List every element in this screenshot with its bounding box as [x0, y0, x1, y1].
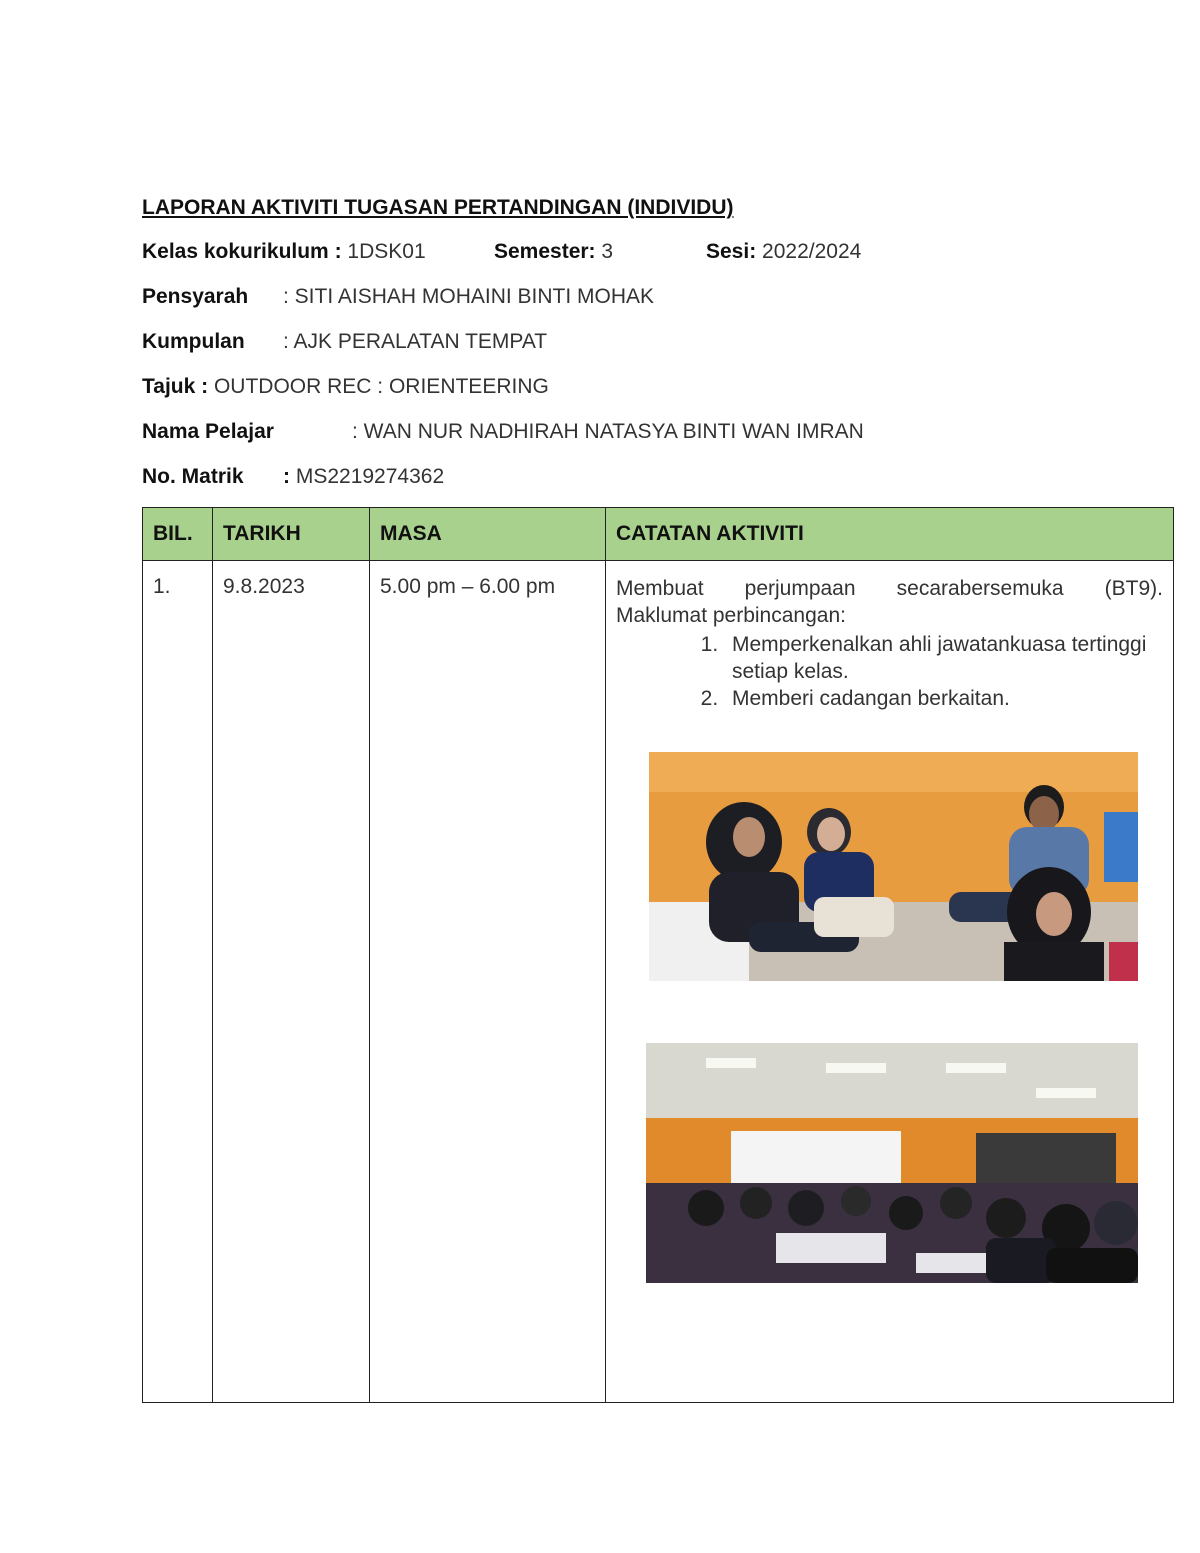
catatan-intro: Membuat perjumpaan secarabersemuka (BT9). — [616, 577, 1163, 600]
cell-bil: 1. — [143, 561, 213, 1403]
list-item: 1. Memperkenalkan ahli jawatankuasa tertinggi setiap kelas. — [724, 631, 1163, 685]
meeting-photo-group — [649, 752, 1138, 981]
header-catatan: CATATAN AKTIVITI — [606, 508, 1174, 561]
matrik-label: No. Matrik — [142, 465, 244, 488]
nama-value: : WAN NUR NADHIRAH NATASYA BINTI WAN IMRAN — [352, 420, 864, 443]
matrik-value: MS2219274362 — [295, 465, 445, 488]
matrik-line — [283, 465, 444, 489]
list-item: 2. Memberi cadangan berkaitan. — [724, 685, 1163, 712]
sesi-line — [706, 240, 861, 264]
kelas-label: Kelas kokurikulum : — [142, 240, 342, 263]
semester-value: 3 — [601, 240, 614, 263]
semester-label: Semester: — [494, 240, 596, 263]
meeting-photo-classroom — [646, 1043, 1138, 1283]
cell-masa: 5.00 pm – 6.00 pm — [370, 561, 606, 1403]
header-bil: BIL. — [143, 508, 213, 561]
catatan-points — [616, 631, 1163, 712]
header-tarikh: TARIKH — [213, 508, 370, 561]
report-title: LAPORAN AKTIVITI TUGASAN PERTANDINGAN (INDIVIDU) — [142, 196, 734, 219]
matrik-colon: : — [283, 465, 290, 488]
kelas-value: 1DSK01 — [347, 240, 426, 263]
kumpulan-value: : AJK PERALATAN TEMPAT — [283, 330, 548, 353]
kelas-line — [142, 240, 426, 264]
kumpulan-label: Kumpulan — [142, 330, 245, 353]
nama-label: Nama Pelajar — [142, 420, 274, 443]
tajuk-value: OUTDOOR REC : ORIENTEERING — [213, 375, 549, 398]
sesi-label: Sesi: — [706, 240, 757, 263]
tajuk-label: Tajuk : — [142, 375, 209, 398]
pensyarah-value: : SITI AISHAH MOHAINI BINTI MOHAK — [283, 285, 655, 308]
tajuk-line — [142, 375, 549, 399]
catatan-sub: Maklumat perbincangan: — [616, 604, 846, 627]
sesi-value: 2022/2024 — [762, 240, 862, 263]
pensyarah-label: Pensyarah — [142, 285, 249, 308]
header-masa: MASA — [370, 508, 606, 561]
cell-tarikh: 9.8.2023 — [213, 561, 370, 1403]
semester-line — [494, 240, 613, 264]
table-header-row — [143, 508, 1174, 561]
